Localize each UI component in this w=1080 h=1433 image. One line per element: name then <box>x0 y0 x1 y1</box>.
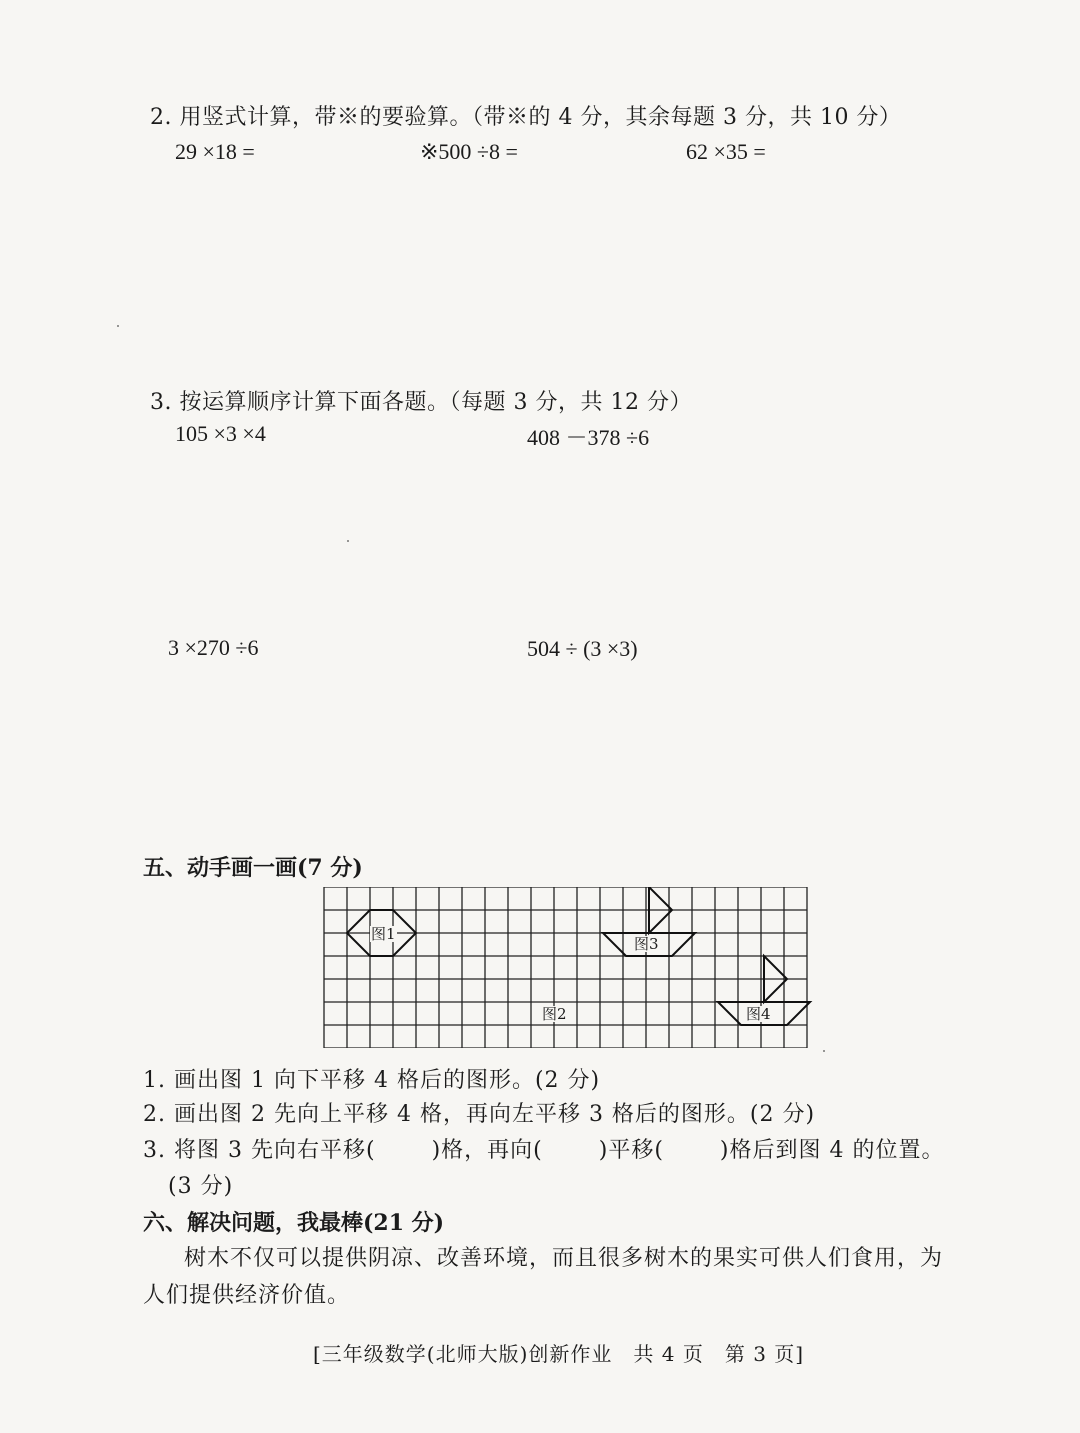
figure-1-label: 图1 <box>371 925 396 943</box>
q3-problem-4: 504 ÷ (3 ×3) <box>527 636 638 661</box>
scan-speck <box>117 325 119 327</box>
section-6-title: 六、解决问题，我最棒(21 分) <box>143 1210 445 1236</box>
grid-svg <box>323 887 813 1048</box>
item-3-part-1: 3. 将图 3 先向右平移( <box>143 1138 376 1163</box>
item-3-part-4: )格后到图 4 的位置。 <box>719 1138 945 1163</box>
translation-grid <box>323 887 813 1048</box>
q3-problem-1: 105 ×3 ×4 <box>175 421 266 446</box>
section-5-title: 五、动手画一画(7 分) <box>143 855 363 881</box>
q3-problem-3: 3 ×270 ÷6 <box>168 635 259 660</box>
figure-3-label: 图3 <box>634 935 659 953</box>
page-footer: [三年级数学(北师大版)创新作业 共 4 页 第 3 页] <box>313 1342 805 1366</box>
q3-problem-2: 408 －378 ÷6 <box>527 425 650 450</box>
item-3-part-3: )平移( <box>598 1138 664 1163</box>
section-5-item-3 <box>143 1133 944 1164</box>
q2-heading: 2. 用竖式计算，带※的要验算。（带※的 4 分，其余每题 3 分，共 10 分） <box>150 105 902 130</box>
section-6-paragraph-line-1: 树木不仅可以提供阴凉、改善环境，而且很多树木的果实可供人们食用，为 <box>184 1246 944 1271</box>
q2-problem-1: 29 ×18 = <box>175 139 255 164</box>
grid-lines <box>324 887 807 1048</box>
q2-problem-3: 62 ×35 = <box>686 139 766 164</box>
section-5-item-1: 1. 画出图 1 向下平移 4 格后的图形。(2 分) <box>143 1068 601 1093</box>
item-3-part-2: )格，再向( <box>431 1138 543 1163</box>
q2-problem-2: ※500 ÷8 = <box>420 139 518 164</box>
q3-heading: 3. 按运算顺序计算下面各题。（每题 3 分，共 12 分） <box>150 390 692 415</box>
section-5-item-3-points: (3 分) <box>168 1174 234 1199</box>
figure-2-label: 图2 <box>542 1005 567 1023</box>
figure-4-label: 图4 <box>746 1005 771 1023</box>
section-6-paragraph-line-2: 人们提供经济价值。 <box>143 1283 351 1308</box>
scan-speck <box>823 1050 825 1052</box>
section-5-item-2: 2. 画出图 2 先向上平移 4 格，再向左平移 3 格后的图形。(2 分) <box>143 1102 816 1127</box>
scan-speck <box>347 540 349 542</box>
